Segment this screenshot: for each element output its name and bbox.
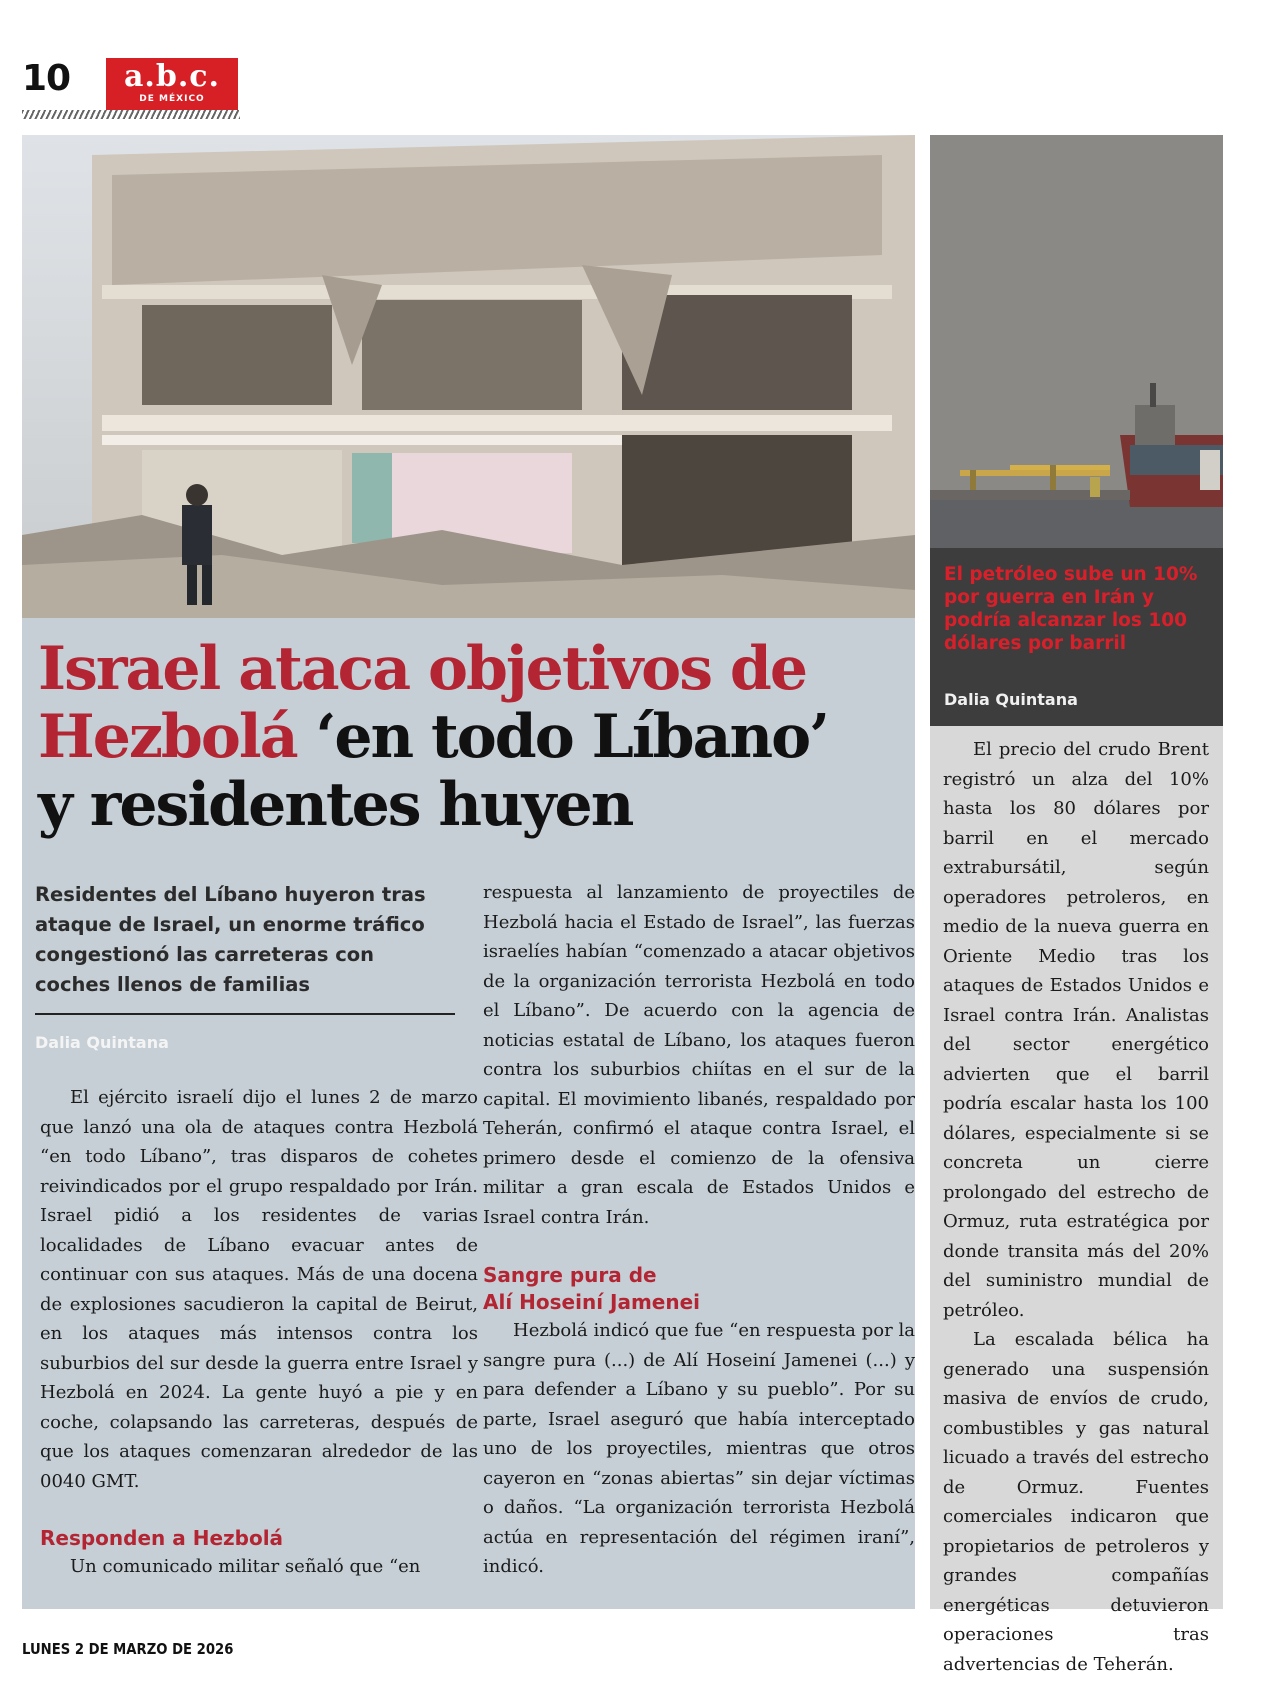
side-column [943, 735, 1209, 1679]
subhead-responden: Responden a Hezbolá [40, 1526, 284, 1550]
paragraph: Un comunicado militar señaló que “en [70, 1556, 421, 1577]
deck-divider [35, 1013, 455, 1015]
article-column-2 [483, 878, 915, 1582]
headline-red-part: Israel ataca objetivos de Hezbolá [38, 634, 806, 772]
destroyed-building-illustration [22, 135, 915, 618]
paragraph: La escalada bélica ha generado una suspensión masiva de envíos de crudo, combustibles y gas natural licuado a través del estrecho de Ormuz. Fuentes comerciales indicaron que propietarios de petroleros y grandes compañías energéticas detuvieron operaciones tras advertencias de Teherán. [943, 1329, 1209, 1675]
paragraph: El precio del crudo Brent registró un alza del 10% hasta los 80 dólares por barril en el mercado extrabursátil, según operadores petroleros, en medio de la nueva guerra en Oriente Medio tras los ataques de Estados Unidos e Israel contra Irán. Analistas del sector energético advierten que el barril podría escalar hasta los 100 dólares, especialmente si se concreta un cierre prolongado del estrecho de Ormuz, ruta estratégica por donde transita más del 20% del suministro mundial de petróleo. [943, 739, 1209, 1321]
footer-date: LUNES 2 DE MARZO DE 2026 [22, 1640, 234, 1658]
article-column-1 [40, 1083, 478, 1582]
main-article [22, 135, 915, 1609]
logo-subtext: DE MÉXICO [139, 94, 205, 104]
page-number: 10 [22, 58, 71, 99]
headline-black-part-1: ‘en todo Líbano’ [296, 702, 828, 772]
side-article [930, 135, 1223, 1675]
side-headline: El petróleo sube un 10% por guerra en Irán y podría alcanzar los 100 dólares por barril [944, 564, 1198, 654]
subhead-sangre-pura [483, 1262, 915, 1316]
main-byline: Dalia Quintana [35, 1033, 169, 1052]
oil-tanker-photo [930, 135, 1223, 548]
main-headline [38, 635, 908, 839]
oil-tanker-illustration [930, 135, 1223, 548]
subhead-line-1: Sangre pura de [483, 1263, 657, 1287]
article-deck: Residentes del Líbano huyeron tras ataque de Israel, un enorme tráfico congestionó las carreteras con coches llenos de familias [35, 883, 426, 996]
abc-logo [106, 58, 238, 110]
logo-text: a.b.c. [123, 59, 220, 94]
subhead-line-2: Alí Hoseiní Jamenei [483, 1290, 701, 1314]
destroyed-building-photo [22, 135, 915, 618]
side-byline: Dalia Quintana [944, 690, 1078, 709]
paragraph: Hezbolá indicó que fue “en respuesta por la sangre pura (...) de Alí Hoseiní Jamenei (...) y para defender a Líbano y su pueblo”. Por su parte, Israel aseguró que había interceptado uno de los proyectiles, mientras que otros cayeron en “zonas abiertas” sin dejar víctimas o daños. “La organización terrorista Hezbolá actúa en representación del régimen iraní”, indicó. [483, 1320, 915, 1577]
headline-black-part-2: y residentes huyen [38, 770, 633, 840]
header-hatch-divider [22, 110, 240, 119]
side-headline-box [930, 548, 1223, 726]
paragraph: respuesta al lanzamiento de proyectiles de Hezbolá hacia el Estado de Israel”, las fuerzas israelíes habían “comenzado a atacar objetivos de la organización terrorista Hezbolá en todo el Líbano”. De acuerdo con la agencia de noticias estatal de Líbano, los ataques fueron contra los suburbios chiítas en el sur de la capital. El movimiento libanés, respaldado por Teherán, confirmó el ataque contra Israel, el primero desde el comienzo de la ofensiva militar a gran escala de Estados Unidos e Israel contra Irán. [483, 882, 915, 1228]
paragraph: El ejército israelí dijo el lunes 2 de marzo que lanzó una ola de ataques contra Hezbolá “en todo Líbano”, tras disparos de cohetes reivindicados por el grupo respaldado por Irán. Israel pidió a los residentes de varias localidades de Líbano evacuar antes de continuar con sus ataques. Más de una docena de explosiones sacudieron la capital de Beirut, en los ataques más intensos contra los suburbios del sur desde la guerra entre Israel y Hezbolá en 2024. La gente huyó a pie y en coche, colapsando las carreteras, después de que los ataques comenzaran alrededor de las 0040 GMT. [40, 1087, 478, 1492]
